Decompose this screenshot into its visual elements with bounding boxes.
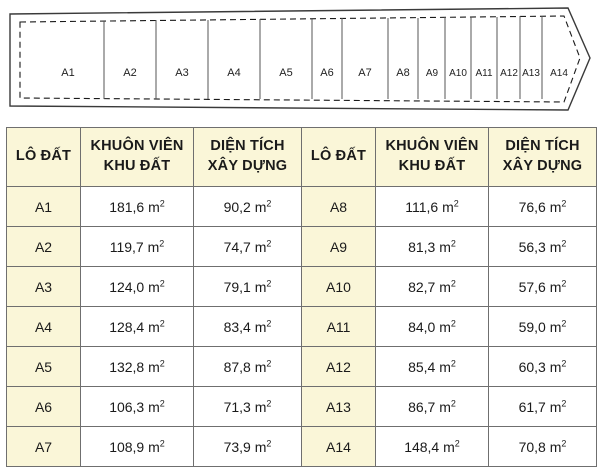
plot-label-a8: A8 (396, 67, 410, 79)
header-campus-right-line1: KHUÔN VIÊN (385, 138, 479, 155)
value-built-right: 61,7 (518, 398, 546, 415)
cell-lot-left: A7 (7, 427, 81, 467)
unit-exponent: 2 (159, 397, 165, 408)
unit-exponent: 2 (159, 357, 165, 368)
unit-exponent: 2 (450, 277, 456, 288)
unit-label: m (148, 318, 160, 335)
unit-exponent: 2 (159, 437, 165, 448)
value-built-right: 76,6 (518, 198, 546, 215)
value-campus-right: 148,4 (404, 438, 440, 455)
unit-exponent: 2 (561, 277, 567, 288)
unit-exponent: 2 (159, 237, 165, 248)
header-built-left-line1: DIỆN TÍCH (210, 138, 285, 155)
cell-lot-right: A13 (302, 387, 376, 427)
cell-built-right (489, 307, 597, 347)
value-campus-left: 124,0 (109, 278, 145, 295)
area-table (6, 127, 597, 467)
unit-exponent: 2 (266, 317, 272, 328)
table-header-row (7, 128, 597, 187)
unit-exponent: 2 (450, 357, 456, 368)
plot-label-a9: A9 (425, 68, 439, 79)
unit-exponent: 2 (266, 197, 272, 208)
cell-lot-left: A5 (7, 347, 81, 387)
unit-exponent: 2 (450, 317, 456, 328)
value-campus-right: 84,0 (408, 318, 436, 335)
header-built-right-line2: XÂY DỰNG (502, 158, 583, 174)
cell-campus-right (376, 307, 489, 347)
unit-label: m (254, 278, 267, 295)
unit-label: m (439, 238, 451, 255)
unit-label: m (148, 438, 160, 455)
value-campus-left: 119,7 (109, 238, 144, 255)
header-built-right (489, 128, 597, 187)
cell-built-left (194, 347, 302, 387)
value-built-left: 71,3 (223, 398, 251, 415)
value-campus-left: 108,9 (109, 438, 145, 455)
plot-label-a3: A3 (175, 67, 189, 79)
unit-label: m (443, 438, 455, 455)
unit-label: m (254, 238, 267, 255)
unit-label: m (254, 318, 267, 335)
cell-built-left (194, 307, 302, 347)
cell-built-left (194, 267, 302, 307)
value-built-left: 83,4 (223, 318, 251, 335)
unit-exponent: 2 (561, 237, 567, 248)
cell-lot-left: A1 (7, 187, 81, 227)
plot-label-a7: A7 (358, 67, 372, 79)
header-lot-left (7, 128, 81, 187)
plot-label-a12: A12 (500, 68, 518, 79)
plot-label-a10: A10 (449, 68, 467, 79)
unit-exponent: 2 (159, 197, 165, 208)
value-campus-left: 128,4 (109, 318, 145, 335)
site-outer-boundary (10, 8, 590, 110)
value-campus-left: 132,8 (109, 358, 145, 375)
value-built-left: 73,9 (223, 438, 251, 455)
unit-exponent: 2 (561, 397, 567, 408)
cell-built-right (489, 347, 597, 387)
table-row (7, 307, 597, 347)
cell-campus-right (376, 227, 489, 267)
plot-label-a13: A13 (522, 68, 540, 79)
unit-exponent: 2 (266, 237, 272, 248)
cell-built-right (489, 227, 597, 267)
unit-label: m (439, 278, 451, 295)
header-lot-left-line1: LÔ ĐẤT (15, 148, 72, 165)
header-campus-right-line2: KHU ĐẤT (398, 158, 466, 174)
unit-label: m (254, 398, 267, 415)
value-campus-left: 106,3 (109, 398, 145, 415)
cell-built-left (194, 187, 302, 227)
value-built-left: 90,2 (223, 198, 251, 215)
plot-label-a1: A1 (61, 67, 75, 79)
site-plot-map (8, 6, 593, 116)
plot-label-a6: A6 (320, 67, 334, 79)
unit-exponent: 2 (266, 397, 272, 408)
unit-label: m (147, 238, 160, 255)
table-row (7, 267, 597, 307)
unit-label: m (549, 438, 562, 455)
cell-built-right (489, 427, 597, 467)
cell-lot-left: A3 (7, 267, 81, 307)
unit-label: m (254, 438, 267, 455)
plot-label-a14: A14 (550, 68, 568, 79)
header-lot-right-line1: LÔ ĐẤT (310, 148, 367, 165)
value-built-right: 57,6 (518, 278, 546, 295)
table-row (7, 427, 597, 467)
header-campus-left (81, 128, 194, 187)
unit-exponent: 2 (266, 277, 272, 288)
unit-exponent: 2 (561, 197, 567, 208)
value-built-right: 56,3 (518, 238, 546, 255)
unit-exponent: 2 (454, 437, 460, 448)
unit-exponent: 2 (453, 197, 459, 208)
cell-lot-left: A2 (7, 227, 81, 267)
cell-campus-right (376, 347, 489, 387)
unit-exponent: 2 (561, 437, 567, 448)
cell-campus-right (376, 267, 489, 307)
value-campus-right: 81,3 (408, 238, 436, 255)
cell-built-left (194, 387, 302, 427)
unit-exponent: 2 (561, 357, 567, 368)
header-campus-left-line1: KHUÔN VIÊN (90, 138, 184, 155)
header-built-left-line2: XÂY DỰNG (207, 158, 288, 174)
table-row (7, 187, 597, 227)
header-lot-right (302, 128, 376, 187)
cell-campus-left (81, 427, 194, 467)
unit-exponent: 2 (266, 357, 272, 368)
cell-campus-right (376, 387, 489, 427)
unit-label: m (442, 198, 454, 215)
unit-label: m (254, 198, 267, 215)
unit-label: m (549, 238, 562, 255)
table-row (7, 227, 597, 267)
cell-lot-left: A4 (7, 307, 81, 347)
unit-label: m (148, 198, 160, 215)
cell-built-left (194, 427, 302, 467)
value-campus-right: 82,7 (408, 278, 436, 295)
value-built-right: 59,0 (518, 318, 546, 335)
unit-label: m (549, 358, 562, 375)
cell-lot-right: A9 (302, 227, 376, 267)
unit-exponent: 2 (561, 317, 567, 328)
header-campus-right (376, 128, 489, 187)
unit-exponent: 2 (450, 397, 456, 408)
header-campus-left-line2: KHU ĐẤT (103, 158, 171, 174)
cell-campus-left (81, 187, 194, 227)
value-built-left: 79,1 (223, 278, 251, 295)
unit-label: m (148, 398, 160, 415)
value-built-left: 74,7 (223, 238, 251, 255)
unit-label: m (254, 358, 267, 375)
unit-label: m (439, 318, 451, 335)
cell-built-left (194, 227, 302, 267)
cell-lot-right: A8 (302, 187, 376, 227)
header-built-left (194, 128, 302, 187)
cell-campus-right (376, 187, 489, 227)
unit-label: m (549, 318, 562, 335)
unit-exponent: 2 (159, 277, 165, 288)
cell-lot-right: A11 (302, 307, 376, 347)
header-built-right-line1: DIỆN TÍCH (505, 138, 580, 155)
value-built-right: 60,3 (518, 358, 546, 375)
unit-exponent: 2 (450, 237, 456, 248)
value-campus-right: 85,4 (408, 358, 436, 375)
unit-exponent: 2 (266, 437, 272, 448)
plot-label-a5: A5 (279, 67, 293, 79)
value-campus-right: 86,7 (408, 398, 436, 415)
cell-campus-left (81, 347, 194, 387)
cell-campus-left (81, 267, 194, 307)
cell-lot-left: A6 (7, 387, 81, 427)
unit-label: m (549, 198, 562, 215)
unit-label: m (439, 398, 451, 415)
unit-label: m (439, 358, 451, 375)
cell-campus-left (81, 387, 194, 427)
unit-exponent: 2 (159, 317, 165, 328)
value-built-right: 70,8 (518, 438, 546, 455)
cell-built-right (489, 387, 597, 427)
cell-built-right (489, 187, 597, 227)
unit-label: m (148, 358, 160, 375)
table-row (7, 387, 597, 427)
table-row (7, 347, 597, 387)
cell-built-right (489, 267, 597, 307)
cell-lot-right: A12 (302, 347, 376, 387)
plot-label-a4: A4 (227, 67, 241, 79)
value-campus-left: 181,6 (109, 198, 145, 215)
cell-lot-right: A10 (302, 267, 376, 307)
plot-label-a2: A2 (123, 67, 137, 79)
unit-label: m (549, 398, 562, 415)
plot-label-a11: A11 (475, 68, 493, 79)
value-campus-right: 111,6 (405, 198, 439, 215)
cell-lot-right: A14 (302, 427, 376, 467)
unit-label: m (549, 278, 562, 295)
value-built-left: 87,8 (223, 358, 251, 375)
cell-campus-right (376, 427, 489, 467)
cell-campus-left (81, 307, 194, 347)
unit-label: m (148, 278, 160, 295)
cell-campus-left (81, 227, 194, 267)
